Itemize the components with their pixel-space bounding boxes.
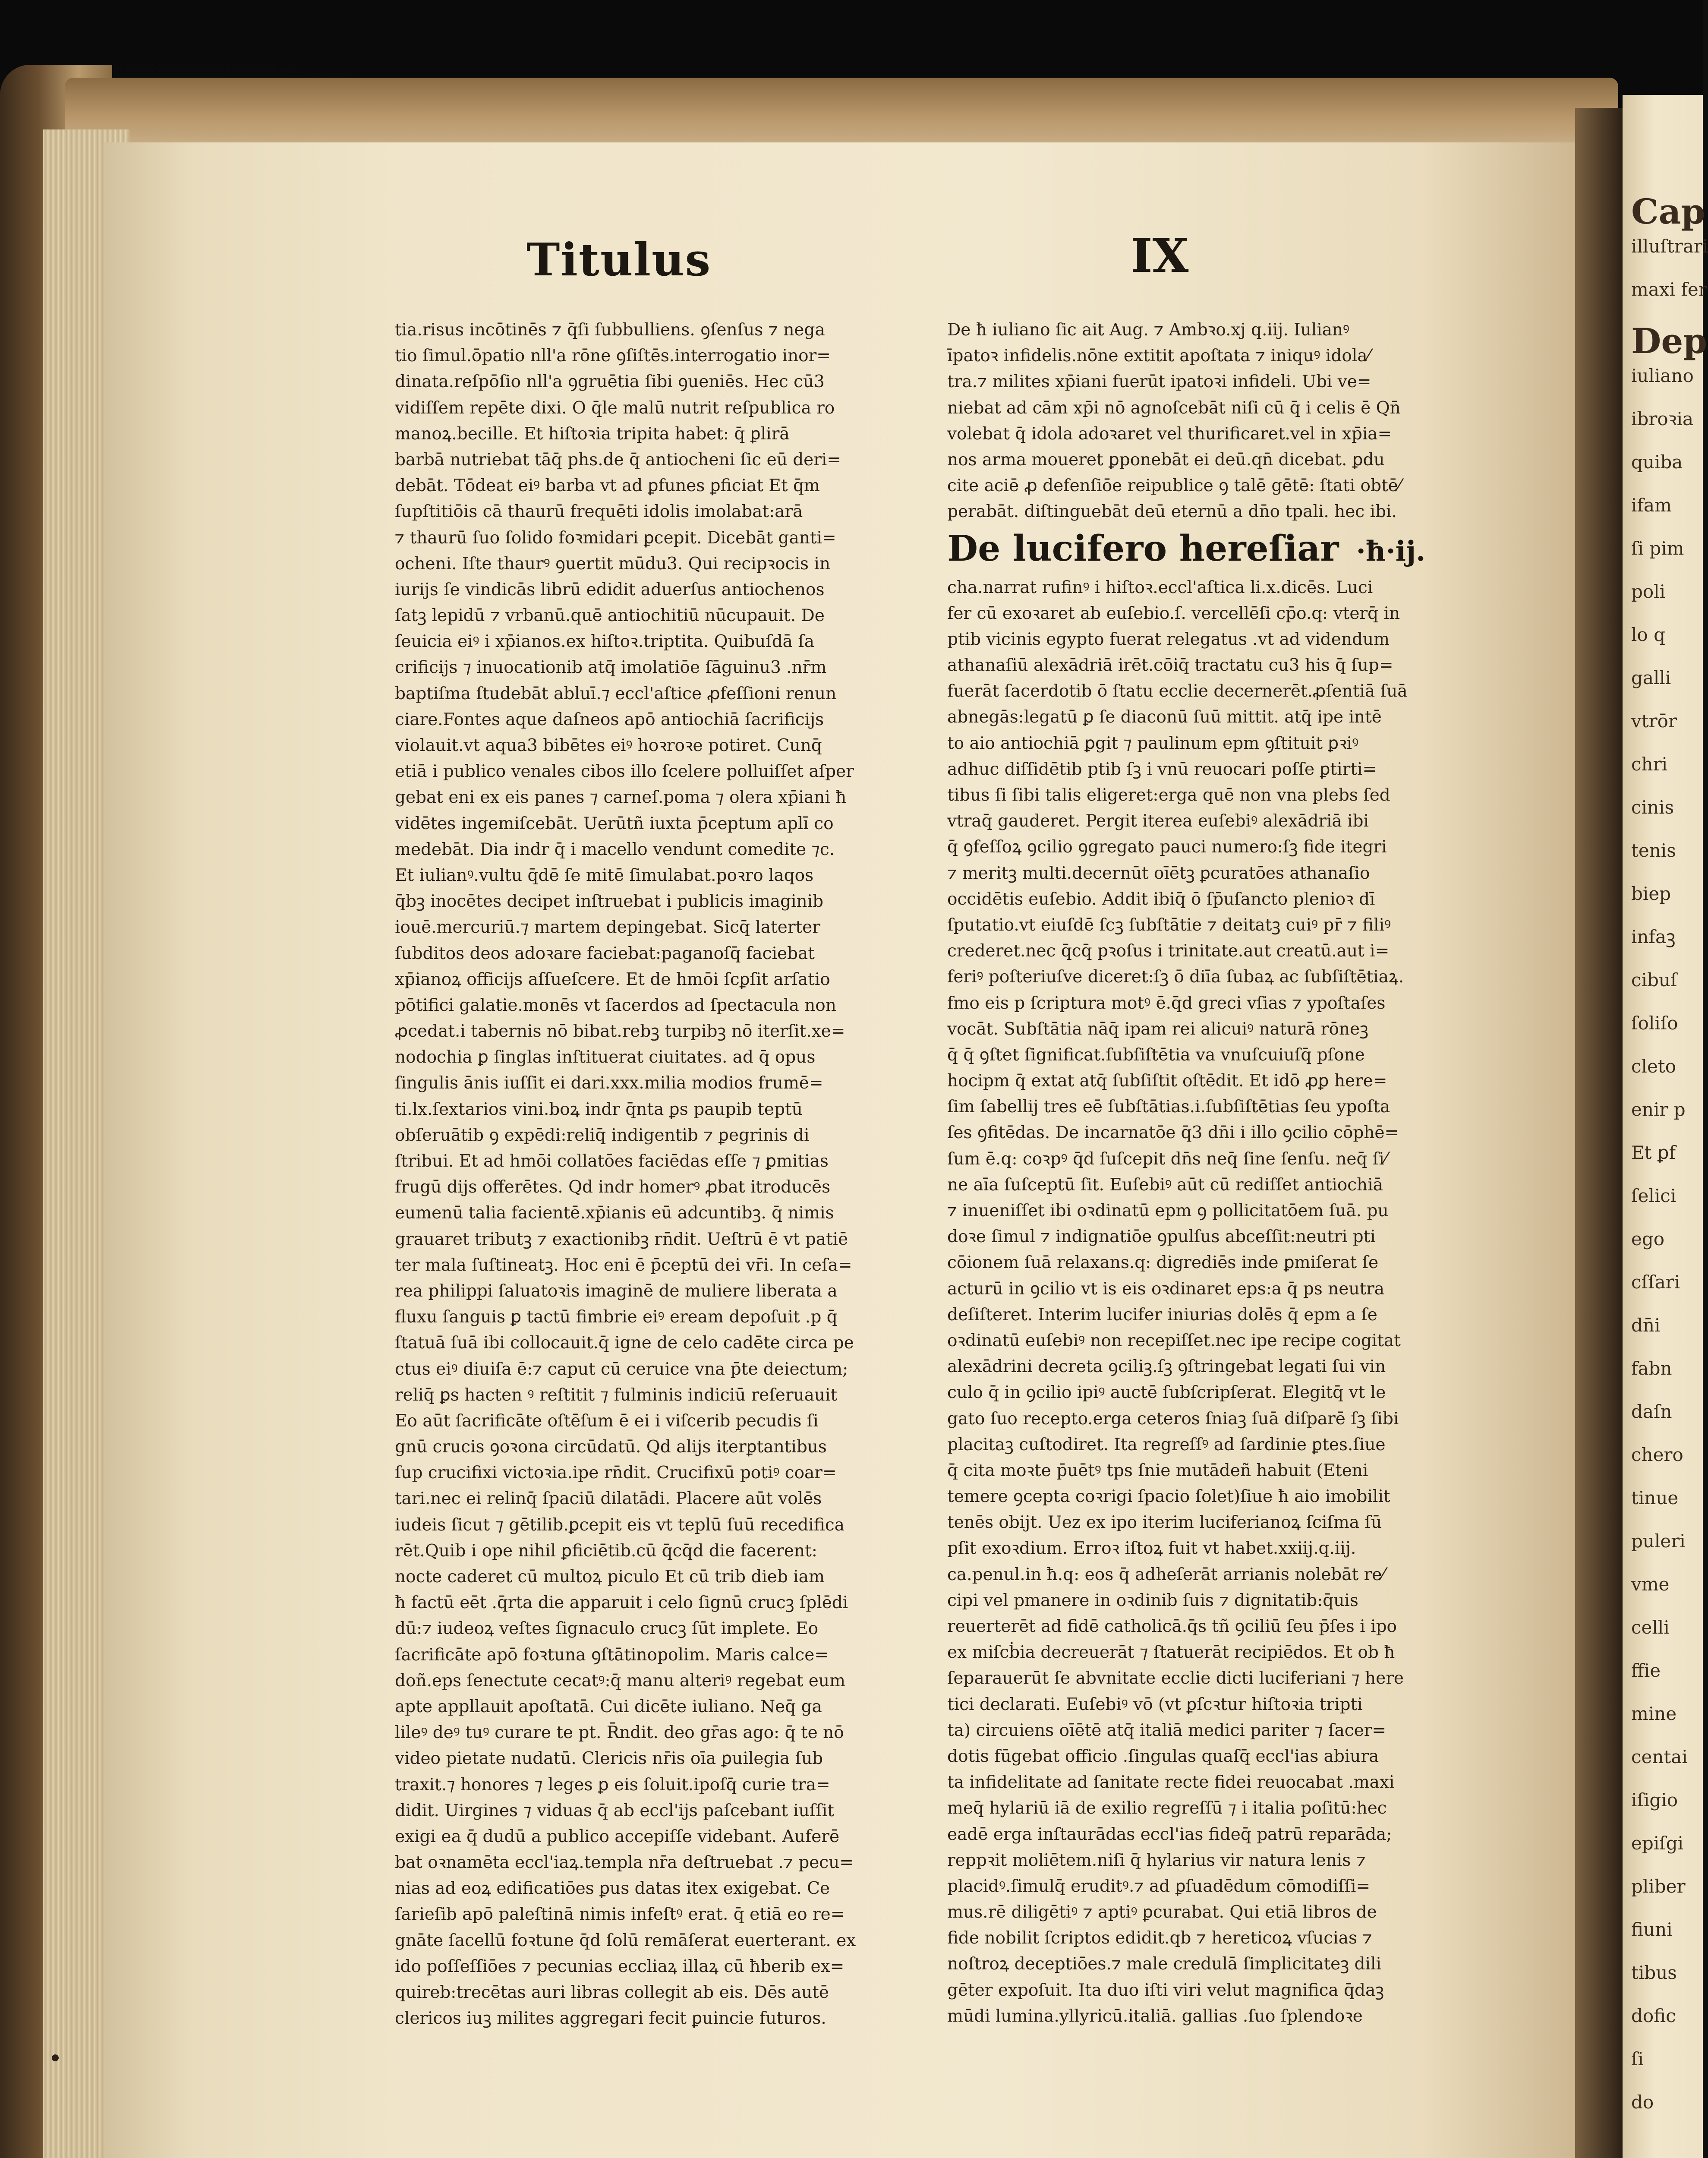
text-line: crederet.nec q̄cq̄ pꝛoſus i trinitate.aut creatū.aut i=: [947, 941, 1390, 961]
text-line: ⁊ meritꝫ multi.decernūt oīētꝫ ꝑcuratōes athanaſio: [947, 863, 1370, 883]
text-line: tra.⁊ milites xp̄iani fuerūt ipatoꝛi infideli. Ubi ve=: [947, 372, 1371, 392]
text-line: barbā nutriebat tāq̄ phs.de q̄ antiocheni ſic eū deri=: [395, 450, 841, 470]
text-line: ħ factū eēt .q̄rta die apparuit i celo ſignū crucꝫ ſplēdi: [395, 1593, 848, 1613]
facing-page-line: celli: [1631, 1617, 1670, 1638]
text-line: temere ꝯcepta coꝛrigi ſpacio ſolet)ſiue ħ aio imobilit: [947, 1487, 1390, 1507]
text-line: ter mala ſuſtineatꝫ. Hoc eni ē p̄ceptū dei vr̄i. In ceſa=: [395, 1255, 852, 1275]
facing-page-line: ffie: [1631, 1660, 1661, 1681]
text-line: nocte caderet cū multoꝝ piculo Et cū trib dieb iam: [395, 1567, 825, 1587]
facing-page-line: iſigio: [1631, 1789, 1678, 1811]
text-line: dū:⁊ iudeoꝝ veſtes ſignaculo crucꝫ ſūt implete. Eo: [395, 1619, 819, 1639]
text-line: debāt. Tōdeat eiꝰ barba vt ad ꝑfunes ꝑficiat Et q̄m: [395, 476, 820, 496]
text-line: fer cū exoꝛaret ab euſebio.ſ. vercellēſi cp̄o.q: vterq̄ in: [947, 603, 1400, 623]
facing-page-line: mine: [1631, 1703, 1677, 1724]
right-column-bottom-text: [947, 575, 1465, 2030]
text-line: athanaſiū alexādriā irēt.cōiq̄ tractatu cu3 his q̄ ſup=: [947, 656, 1393, 675]
text-line: crificijs ⁊ inuocationib atq̄ imolatiōe ſāguinu3 .nr̄m: [395, 658, 827, 678]
text-line: noſtroꝝ deceptiōes.⁊ male credulā ſimplicitateꝫ dili: [947, 1954, 1381, 1974]
text-line: perabāt. diſtinguebāt deū eternū a dn̄o tpali. hec ibi.: [947, 502, 1397, 522]
text-line: pſit exoꝛdium. Erroꝛ iſtoꝝ fuit vt habet.xxiij.q.iij.: [947, 1539, 1356, 1559]
text-line: ocheni. Iſte thaurꝰ ꝯuertit mūdu3. Qui recipꝛocis in: [395, 554, 830, 574]
text-line: ꝓcedat.i tabernis nō bibat.rebꝫ turpibꝫ nō iterſit.xe=: [395, 1022, 845, 1041]
text-line: manoꝝ.becille. Et hiſtoꝛia tripita habet: q̄ ꝑlirā: [395, 424, 790, 444]
facing-page-line: do: [1631, 2092, 1654, 2113]
text-line: cha.narrat rufinꝰ i hiſtoꝛ.eccl'aſtica li.x.dicēs. Luci: [947, 577, 1373, 597]
text-line: vtraq̄ gauderet. Pergit iterea euſebiꝰ alexādriā ibi: [947, 811, 1369, 831]
text-line: De ħ iuliano ſic ait Aug. ⁊ Ambꝛo.xj q.iij. Iulianꝰ: [947, 320, 1349, 340]
facing-page-line: biep: [1631, 883, 1671, 904]
text-line: ſtribui. Et ad hmōi collatōes faciēdas eſſe ⁊ ꝑmitias: [395, 1152, 829, 1171]
text-line: adhuc diſſidētib ptib ſꝫ i vnū reuocari poſſe ꝑtirti=: [947, 759, 1377, 779]
text-line: exigi ea q̄ dudū a publico accepiſſe videbant. Auferē: [395, 1827, 840, 1846]
facing-page-line: daſn: [1631, 1401, 1672, 1422]
margin-mark: [52, 2054, 59, 2061]
facing-page-line: tinue: [1631, 1487, 1679, 1508]
facing-page-line: Cap: [1631, 191, 1705, 232]
text-line: gato ſuo recepto.erga ceteros ſniaꝫ ſuā diſparē ſꝫ ſibi: [947, 1409, 1399, 1429]
text-line: ſarieſib apō paleſtinā nimis infeſtꝰ erat. q̄ etiā eo re=: [395, 1905, 845, 1925]
text-line: ſeparauerūt ſe abvnitate ecclie dicti luciferiani ⁊ here: [947, 1669, 1404, 1688]
facing-page-line: cleto: [1631, 1056, 1676, 1077]
section-heading: [947, 528, 1465, 572]
text-line: medebāt. Dia indr q̄ i macello vendunt comedite ⁊c.: [395, 839, 835, 859]
text-line: cipi vel pmanere in oꝛdinib ſuis ⁊ dignitatib:q̄uis: [947, 1590, 1358, 1610]
text-line: ex miſcḃia decreuerāt ⁊ ſtatuerāt recipiēdos. Et ob ħ: [947, 1643, 1395, 1663]
text-line: reliq̄ ꝑs hacten ꝰ reſtitit ⁊ fulminis indiciū reſeruauit: [395, 1385, 838, 1405]
text-line: fmo eis p ſcriptura motꝰ ē.q̄d greci vſias ⁊ ypoſtaſes: [947, 993, 1386, 1013]
facing-page-line: ſi pim: [1631, 538, 1684, 559]
text-line: eadē erga inſtaurādas eccl'ias fideq̄ patrū reparāda;: [947, 1824, 1392, 1844]
text-line: tia.risus incōtinēs ⁊ q̄ſi ſubbulliens. ꝯſenſus ⁊ nega: [395, 320, 825, 340]
facing-page-line: ſelici: [1631, 1185, 1676, 1206]
text-line: doñ.eps ſenectute cecatꝰ:q̄ manu alteriꝰ regebat eum: [395, 1671, 845, 1691]
text-line: fuerāt ſacerdotib ō ſtatu ecclie decernerēt.ꝓſentiā ſuā: [947, 681, 1408, 701]
text-line: ſputatio.vt eiuſdē ſcꝫ ſubſtātie ⁊ deitatꝫ cuiꝰ pr̄ ⁊ filiꝰ: [947, 915, 1391, 935]
text-line: fide nobilit ſcriptos edidit.qb ⁊ hereticoꝝ vſucias ⁊: [947, 1928, 1372, 1948]
facing-page-line: dofic: [1631, 2005, 1676, 2026]
text-line: gnāte ſacellū foꝛtune q̄d ſolū remāſerat euerterant. ex: [395, 1931, 856, 1950]
text-line: gnū crucis ꝯoꝛona circūdatū. Qd alijs iterꝑtantibus: [395, 1437, 827, 1457]
facing-page-line: epiſgi: [1631, 1833, 1684, 1854]
facing-page-line: quiba: [1631, 451, 1683, 473]
text-line: ⁊ inueniſſet ibi oꝛdinatū epm ꝯ pollicitatōem ſuā. pu: [947, 1201, 1389, 1221]
text-line: pōtifici galatie.monēs vt ſacerdos ad ſpectacula non: [395, 995, 836, 1015]
text-line: tibus ſi ſibi talis eligeret:erga quē non vna plebs ſed: [947, 786, 1390, 805]
text-line: ſupſtitiōis cā thaurū frequēti idolis imolabat:arā: [395, 502, 803, 522]
text-line: ſum ē.q: coꝛpꝰ q̄d ſuſcepit dn̄s neq̄ ſine ſenſu. neq̄ ſi⁄: [947, 1149, 1387, 1169]
text-line: tari.nec ei relinq̄ ſpaciū dilatādi. Placere aūt volēs: [395, 1489, 822, 1509]
chapter-number: IX: [1131, 229, 1189, 283]
facing-page-line: galli: [1631, 667, 1671, 688]
facing-page-line: pliber: [1631, 1876, 1686, 1897]
text-line: ptib vicinis egypto fuerat relegatus .vt ad videndum: [947, 629, 1390, 649]
heading-text: De lucifero hereſiar: [947, 527, 1339, 569]
text-line: placidꝰ.ſimulq̄ eruditꝰ.⁊ ad ꝑſuadēdum cōmodiſſi=: [947, 1876, 1371, 1896]
facing-page-line: chero: [1631, 1444, 1683, 1465]
text-line: volebat q̄ idola adoꝛaret vel thurificaret.vel in xp̄ia=: [947, 424, 1392, 444]
facing-page-line: fiuni: [1631, 1919, 1673, 1940]
text-line: iudeis ſicut ⁊ gētilib.ꝑcepit eis vt teplū ſuū recedifica: [395, 1515, 845, 1535]
text-line: mus.rē diligētiꝰ ⁊ aptiꝰ ꝑcurabat. Qui etiā libros de: [947, 1902, 1377, 1922]
text-line: q̄bꝫ inocētes decipet inſtruebat i publicis imaginib: [395, 892, 824, 912]
text-line: ſup crucifixi victoꝛia.ipe rn̄dit. Crucifixū potiꝰ coar=: [395, 1463, 837, 1483]
text-line: hocipm q̄ extat atq̄ ſubſiſtit oſtēdit. Et idō ꝓꝑ here=: [947, 1071, 1387, 1091]
text-line: iouē.mercuriū.⁊ martem depingebat. Sicq̄ laterter: [395, 918, 820, 937]
facing-page-line: iuliano: [1631, 365, 1694, 386]
text-line: tenēs obijt. Uez ex ipo iterim luciferianoꝝ ſciſma ſū: [947, 1513, 1382, 1533]
text-line: cōionem ſuā relaxans.q: digrediēs inde ꝑmiſerat ſe: [947, 1253, 1379, 1273]
text-line: īpatoꝛ infidelis.nōne extitit apoſtata ⁊ iniquꝰ idola⁄: [947, 346, 1371, 366]
text-line: nias ad eoꝝ edificatiōes ꝑus datas itex exigebat. Ce: [395, 1879, 830, 1899]
text-line: rēt.Quib i ope nihil ꝑficiētib.cū q̄cq̄d die facerent:: [395, 1541, 817, 1561]
text-line: reppꝛit moliētem.niſi q̄ hylarius vir natura lenis ⁊: [947, 1850, 1366, 1870]
text-line: to aio antiochiā ꝑgit ⁊ paulinum epm ꝯſtituit ꝑꝛiꝰ: [947, 733, 1359, 753]
text-line: vocāt. Subſtātia nāq̄ ipam rei alicuiꝰ naturā rōneꝫ: [947, 1019, 1369, 1039]
text-line: dotis fūgebat officio .ſingulas quaſq̄ eccl'ias abiura: [947, 1746, 1379, 1766]
text-line: ca.penul.in ħ.q: eos q̄ adheſerāt arrianis nolebāt re⁄: [947, 1565, 1385, 1584]
text-line: nos arma moueret ꝑponebāt ei deū.qn̄ dicebat. ꝑdu: [947, 450, 1385, 470]
facing-page-line: poli: [1631, 581, 1666, 602]
text-line: nodochia ꝑ ſinglas inſtituerat ciuitates. ad q̄ opus: [395, 1047, 816, 1067]
right-column-top-text: [947, 317, 1465, 525]
text-line: traxit.⁊ honores ⁊ leges ꝑ eis ſoluit.ipoſq̄ curie tra=: [395, 1775, 830, 1795]
text-line: ido poſſeſſiōes ⁊ pecunias eccliaꝝ illaꝝ cū ħberib ex=: [395, 1956, 845, 1976]
text-line: lileꝰ deꝰ tuꝰ curare te pt. R̄ndit. deo gr̄as ago: q̄ te nō: [395, 1723, 844, 1743]
running-head: [526, 229, 1303, 319]
text-line: Eo aūt ſacrificāte oſtēſum ē ei i viſcerib pecudis ſi: [395, 1411, 819, 1431]
text-line: alexādrini decreta ꝯciliꝫ.ſꝫ ꝯſtringebat legati ſui vin: [947, 1357, 1386, 1377]
text-line: feriꝰ poſteriuſve diceret:ſꝫ ō diīa ſubaꝝ ac ſubſiſtētiaꝝ.: [947, 967, 1404, 987]
facing-page-line: puleri: [1631, 1530, 1686, 1552]
left-text-column: [395, 317, 913, 2032]
text-line: ⁊ thaurū ſuo ſolido foꝛmidari ꝑcepit. Dicebāt ganti=: [395, 528, 836, 548]
facing-page-line: tibus: [1631, 1962, 1677, 1983]
facing-page-line: enir p: [1631, 1099, 1686, 1120]
text-line: cite aciē ꝓ defenſiōe reipublice ꝯ talē gētē: ſtati obtē⁄: [947, 476, 1401, 496]
text-line: ſingulis ānis iuſſit ei dari.xxx.milia modios frumē=: [395, 1073, 823, 1093]
text-line: oꝛdinatū euſebiꝰ non recepiſſet.nec ipe recipe cogitat: [947, 1331, 1401, 1350]
text-line: tici declarati. Euſebiꝰ vō (vt ꝑſcꝛtur hiſtoꝛia tripti: [947, 1694, 1363, 1714]
text-line: frugū dijs offerētes. Qd indr homerꝰ ꝓbat itroducēs: [395, 1177, 831, 1197]
text-line: deſiſteret. Interim lucifer iniurias dolēs q̄ epm a ſe: [947, 1305, 1377, 1325]
facing-page-line: tenis: [1631, 840, 1676, 861]
text-line: iurijs ſe vindicās librū edidit aduerſus antiochenos: [395, 580, 825, 599]
text-line: dinata.reſpōſio nll'a ꝯgruētia ſibi ꝯueniēs. Hec cū3: [395, 372, 825, 392]
facing-page-line: cinis: [1631, 797, 1674, 818]
facing-page-line: ifam: [1631, 495, 1672, 516]
text-line: mūdi lumina.yllyricū.italiā. gallias .ſuo ſplendoꝛe: [947, 2006, 1363, 2026]
text-line: bat oꝛnamēta eccl'iaꝝ.templa nr̄a deſtruebat .⁊ pecu=: [395, 1853, 854, 1873]
text-line: ſeuicia eiꝰ i xp̄ianos.ex hiſtoꝛ.triptita. Quibuſdā ſa: [395, 632, 815, 652]
text-line: video pietate nudatū. Clericis nr̄is oīa ꝑuilegia ſub: [395, 1749, 823, 1769]
facing-page-line: fabn: [1631, 1358, 1672, 1379]
text-line: occidētis euſebio. Addit ibiq̄ ō ſp̄uſancto plenioꝛ dī: [947, 889, 1375, 909]
facing-page-line: maxi fer: [1631, 279, 1707, 300]
facing-page-line: centai: [1631, 1746, 1688, 1767]
facing-page-line: ibroꝛia: [1631, 408, 1694, 429]
text-line: clericos iuꝫ milites aggregari fecit ꝑuincie futuros.: [395, 2009, 826, 2029]
text-line: vidētes ingemiſcebāt. Uerūtñ iuxta p̄ceptum aplī co: [395, 814, 834, 833]
text-line: reuerterēt ad fidē catholicā.q̄s tñ ꝯciliū ſeu p̄ſes i ipo: [947, 1617, 1397, 1636]
text-line: q̄ cita moꝛte p̄uētꝰ tps ſnie mutādeñ habuit (Eteni: [947, 1461, 1368, 1480]
text-line: gēter expoſuit. Ita duo iſti viri velut magnifica q̄daꝫ: [947, 1980, 1384, 2000]
text-line: ta infidelitate ad ſanitate recte fidei reuocabat .maxi: [947, 1773, 1395, 1792]
text-line: baptiſma ſtudebāt abluī.⁊ eccl'aſtice ꝓfeſſioni renun: [395, 684, 837, 704]
text-line: acturū in ꝯcilio vt is eis oꝛdinaret eps:a q̄ ps neutra: [947, 1279, 1385, 1299]
text-line: q̄ q̄ ꝯſtet ſignificat.ſubſiſtētia va vnuſcuiuſq̄ pſone: [947, 1045, 1365, 1065]
right-text-column: [947, 317, 1465, 2029]
text-line: tio ſimul.ōpatio nll'a rōne ꝯſiſtēs.interrogatio inor=: [395, 346, 831, 366]
text-line: etiā i publico venales cibos illo ſcelere polluiſſet aſper: [395, 762, 854, 782]
facing-page-line: cſſari: [1631, 1271, 1680, 1293]
text-line: fluxu ſanguis ꝑ tactū fimbrie eiꝰ eream depoſuit .p q̄: [395, 1307, 838, 1327]
text-line: ſtatuā ſuā ibi collocauit.q̄ igne de celo cadēte circa pe: [395, 1333, 854, 1353]
text-line: xp̄ianoꝝ officijs aſſueſcere. Et de hmōi ſcꝑſit arſatio: [395, 969, 830, 989]
text-line: quireb:trecētas auri libras collegit ab eis. Dēs autē: [395, 1983, 829, 2002]
text-line: vidiſſem repēte dixi. O q̄le malū nutrit reſpublica ro: [395, 398, 835, 418]
facing-page: [1623, 95, 1708, 2158]
text-line: ſubditos deos adoꝛare faciebat:paganoſq̄ faciebat: [395, 943, 815, 963]
text-line: violauit.vt aqua3 bibētes eiꝰ hoꝛroꝛe potiret. Cunq̄: [395, 736, 822, 755]
text-line: niebat ad cām xp̄i nō agnoſcebāt niſi cū q̄ i celis ē Qn̄: [947, 398, 1401, 418]
text-line: obſeruātib ꝯ expēdi:reliq̄ indigentib ⁊ ꝑegrinis di: [395, 1125, 810, 1145]
facing-page-line: vtrōr: [1631, 710, 1677, 732]
text-line: culo q̄ in ꝯcilio ipiꝰ auctē ſubſcripſerat. Elegitq̄ vt le: [947, 1383, 1386, 1403]
facing-page-line: infaꝫ: [1631, 926, 1676, 947]
text-line: rea philippi ſaluatoꝛis imaginē de muliere liberata a: [395, 1281, 838, 1301]
text-line: ciare.Fontes aque daſneos apō antiochiā ſacrificijs: [395, 710, 824, 729]
text-line: ne aīa ſuſceptū ſit. Euſebiꝰ aūt cū rediſſet antiochiā: [947, 1175, 1383, 1195]
text-line: apte appllauit apoſtatā. Cui dicēte iuliano. Neq̄ ga: [395, 1697, 822, 1716]
facing-page-line: ego: [1631, 1228, 1665, 1249]
facing-page-line: lo q: [1631, 624, 1665, 645]
facing-page-line: ſi: [1631, 2048, 1644, 2070]
book-gutter: [1575, 108, 1623, 2158]
text-line: ti.lx.ſextarios vini.boꝝ indr q̄nta ꝑs paupib teptū: [395, 1099, 803, 1119]
text-line: didit. Uirgines ⁊ viduas q̄ ab eccl'ijs paſcebant iuſſit: [395, 1801, 834, 1820]
running-title: Titulus: [526, 233, 712, 286]
facing-page-line: Dep: [1631, 321, 1708, 361]
facing-page-line: vme: [1631, 1574, 1670, 1595]
text-line: ſatꝫ lepidū ⁊ vrbanū.quē antiochitiū nūcupauit. De: [395, 606, 825, 626]
text-line: ta) circuiens oīētē atq̄ italiā medici pariter ⁊ ſacer=: [947, 1720, 1387, 1740]
text-line: Et iulianꝰ.vultu q̄dē ſe mitē ſimulabat.poꝛro laqos: [395, 865, 814, 885]
text-line: q̄ ꝯfeſſoꝝ ꝯcilio ꝯgregato pauci numero:ſꝫ fide itegri: [947, 837, 1387, 857]
facing-page-line: cibuſ: [1631, 969, 1677, 991]
text-line: doꝛe ſimul ⁊ indignatiōe ꝯpulſus abceſſit:neutri pti: [947, 1227, 1376, 1247]
facing-page-line: dn̄i: [1631, 1315, 1661, 1336]
facing-page-line: ſoliſo: [1631, 1013, 1678, 1034]
text-line: ſacrificāte apō foꝛtuna ꝯſtātinopolim. Maris calce=: [395, 1645, 829, 1665]
text-line: placitaꝫ cuſtodiret. Ita regreſſꝰ ad ſardinie ꝑtes.ſiue: [947, 1435, 1386, 1454]
text-line: eumenū talia facientē.xp̄ianis eū adcuntibꝫ. q̄ nimis: [395, 1203, 834, 1223]
text-line: meq̄ hylariū iā de exilio regreſſū ⁊ i italia poſitū:hec: [947, 1798, 1387, 1818]
facing-page-line: Et ꝑf: [1631, 1142, 1676, 1163]
text-line: ſim ſabellij tres eē ſubſtātias.i.ſubſiſtētias ſeu ypoſta: [947, 1097, 1390, 1117]
heading-section-mark: ·ħ·ij.: [1356, 535, 1426, 568]
text-line: ſes ꝯfitēdas. De incarnatōe q̄3 dn̄i i illo ꝯcilio cōphē=: [947, 1123, 1399, 1143]
text-line: gebat eni ex eis panes ⁊ carneſ.poma ⁊ olera xp̄iani ħ: [395, 788, 847, 808]
facing-page-line: illuſtrari: [1631, 236, 1708, 257]
text-line: abnegās:legatū ꝑ ſe diaconū ſuū mittit. atq̄ ipe intē: [947, 707, 1382, 727]
text-line: grauaret tributꝫ ⁊ exactionibꝫ rn̄dit. Ueſtrū ē vt patiē: [395, 1229, 848, 1249]
facing-page-line: chri: [1631, 754, 1668, 775]
text-line: ctus eiꝰ diuiſa ē:⁊ caput cū ceruice vna p̄te deiectum;: [395, 1359, 848, 1379]
